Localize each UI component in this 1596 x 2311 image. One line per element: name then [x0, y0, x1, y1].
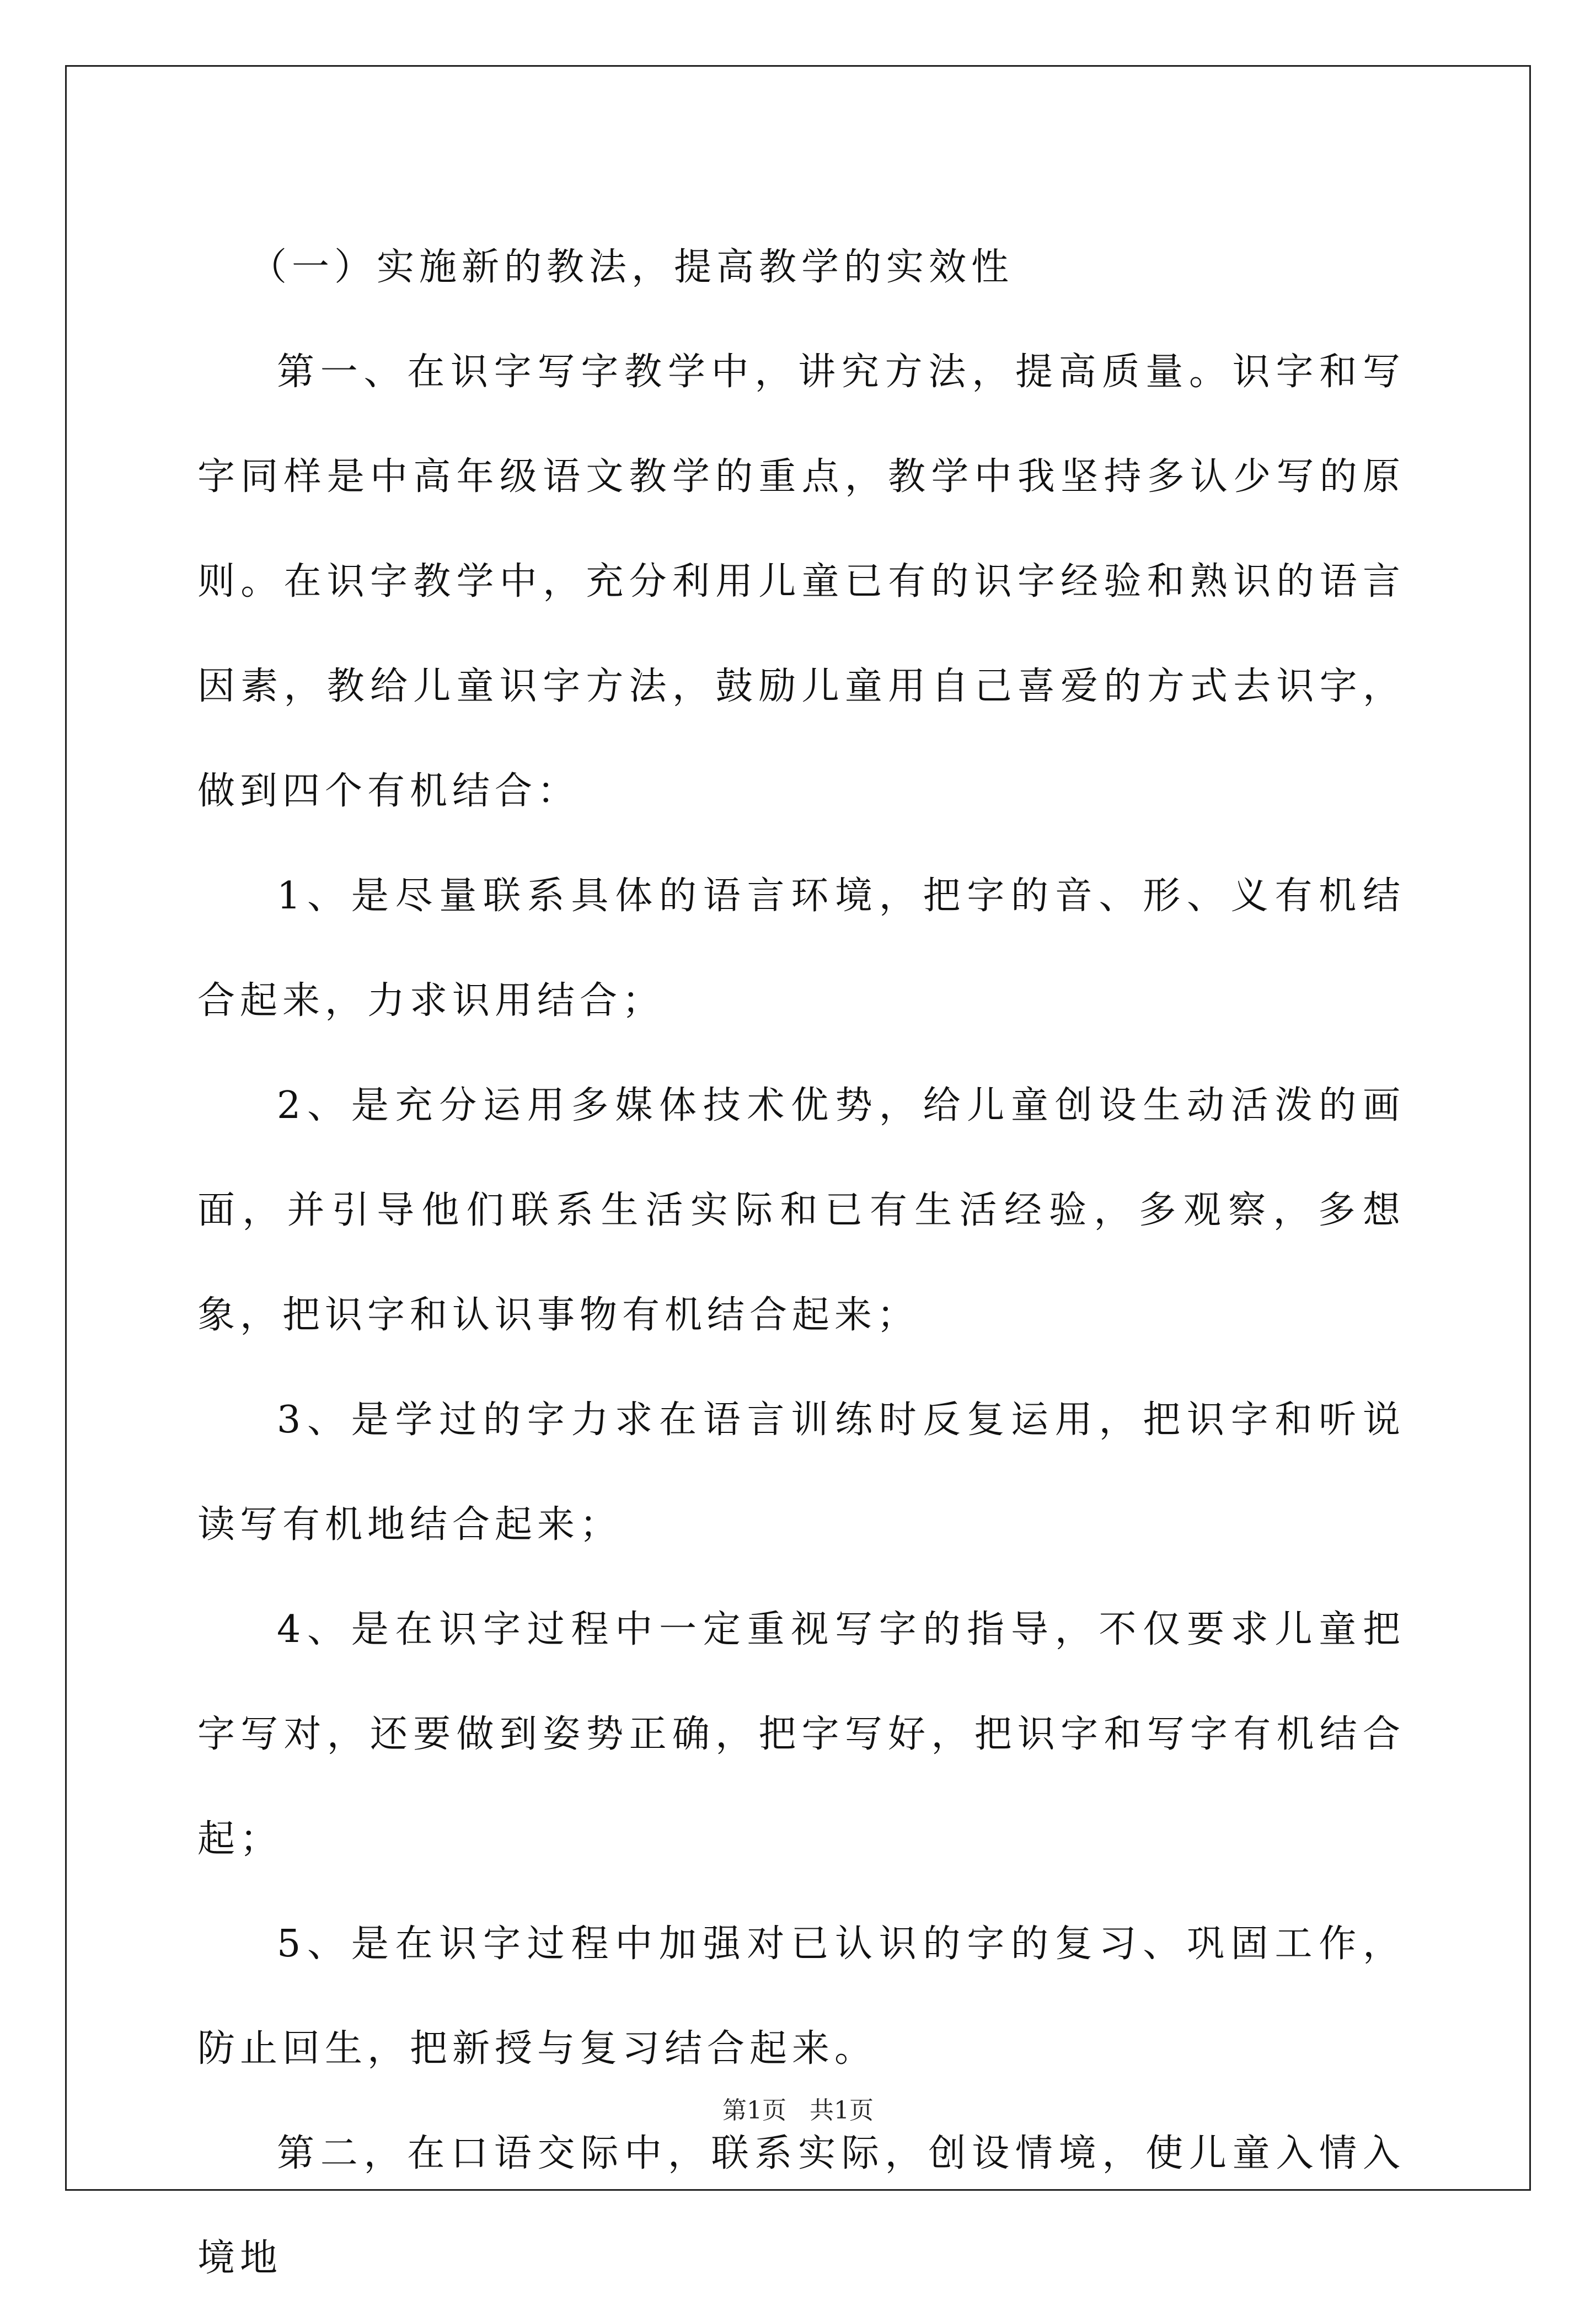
section-heading: （一）实施新的教法，提高教学的实效性 [249, 245, 1014, 289]
paragraph-2: 1、是尽量联系具体的语言环境，把字的音、形、义有机结合起来，力求识用结合； [197, 874, 1405, 1023]
paragraph-4: 3、是学过的字力求在语言训练时反复运用，把识字和听说读写有机地结合起来； [197, 1398, 1405, 1547]
document-body [197, 215, 1405, 2311]
paragraph-1: 第一、在识字写字教学中，讲究方法，提高质量。识字和写字同样是中高年级语文教学的重点，教学中我坚持多认少写的原则。在识字教学中，充分利用儿童已有的识字经验和熟识的语言因素，教给儿童识字方法，鼓励儿童用自己喜爱的方式去识字，做到四个有机结合： [197, 350, 1405, 813]
page-footer [0, 2090, 1596, 2126]
paragraph-5: 4、是在识字过程中一定重视写字的指导，不仅要求儿童把字写对，还要做到姿势正确，把字写好，把识字和写字有机结合起； [197, 1608, 1405, 1861]
paragraph-6: 5、是在识字过程中加强对已认识的字的复习、巩固工作，防止回生，把新授与复习结合起来。 [197, 1922, 1405, 2071]
page-number-current: 第1页 [722, 2096, 786, 2125]
paragraph-7: 第二，在口语交际中，联系实际，创设情境，使儿童入情入境地 [197, 2132, 1405, 2280]
page-number-total: 共1页 [810, 2096, 874, 2125]
paragraph-3: 2、是充分运用多媒体技术优势，给儿童创设生动活泼的画面，并引导他们联系生活实际和已有生活经验，多观察，多想象，把识字和认识事物有机结合起来； [197, 1084, 1405, 1337]
